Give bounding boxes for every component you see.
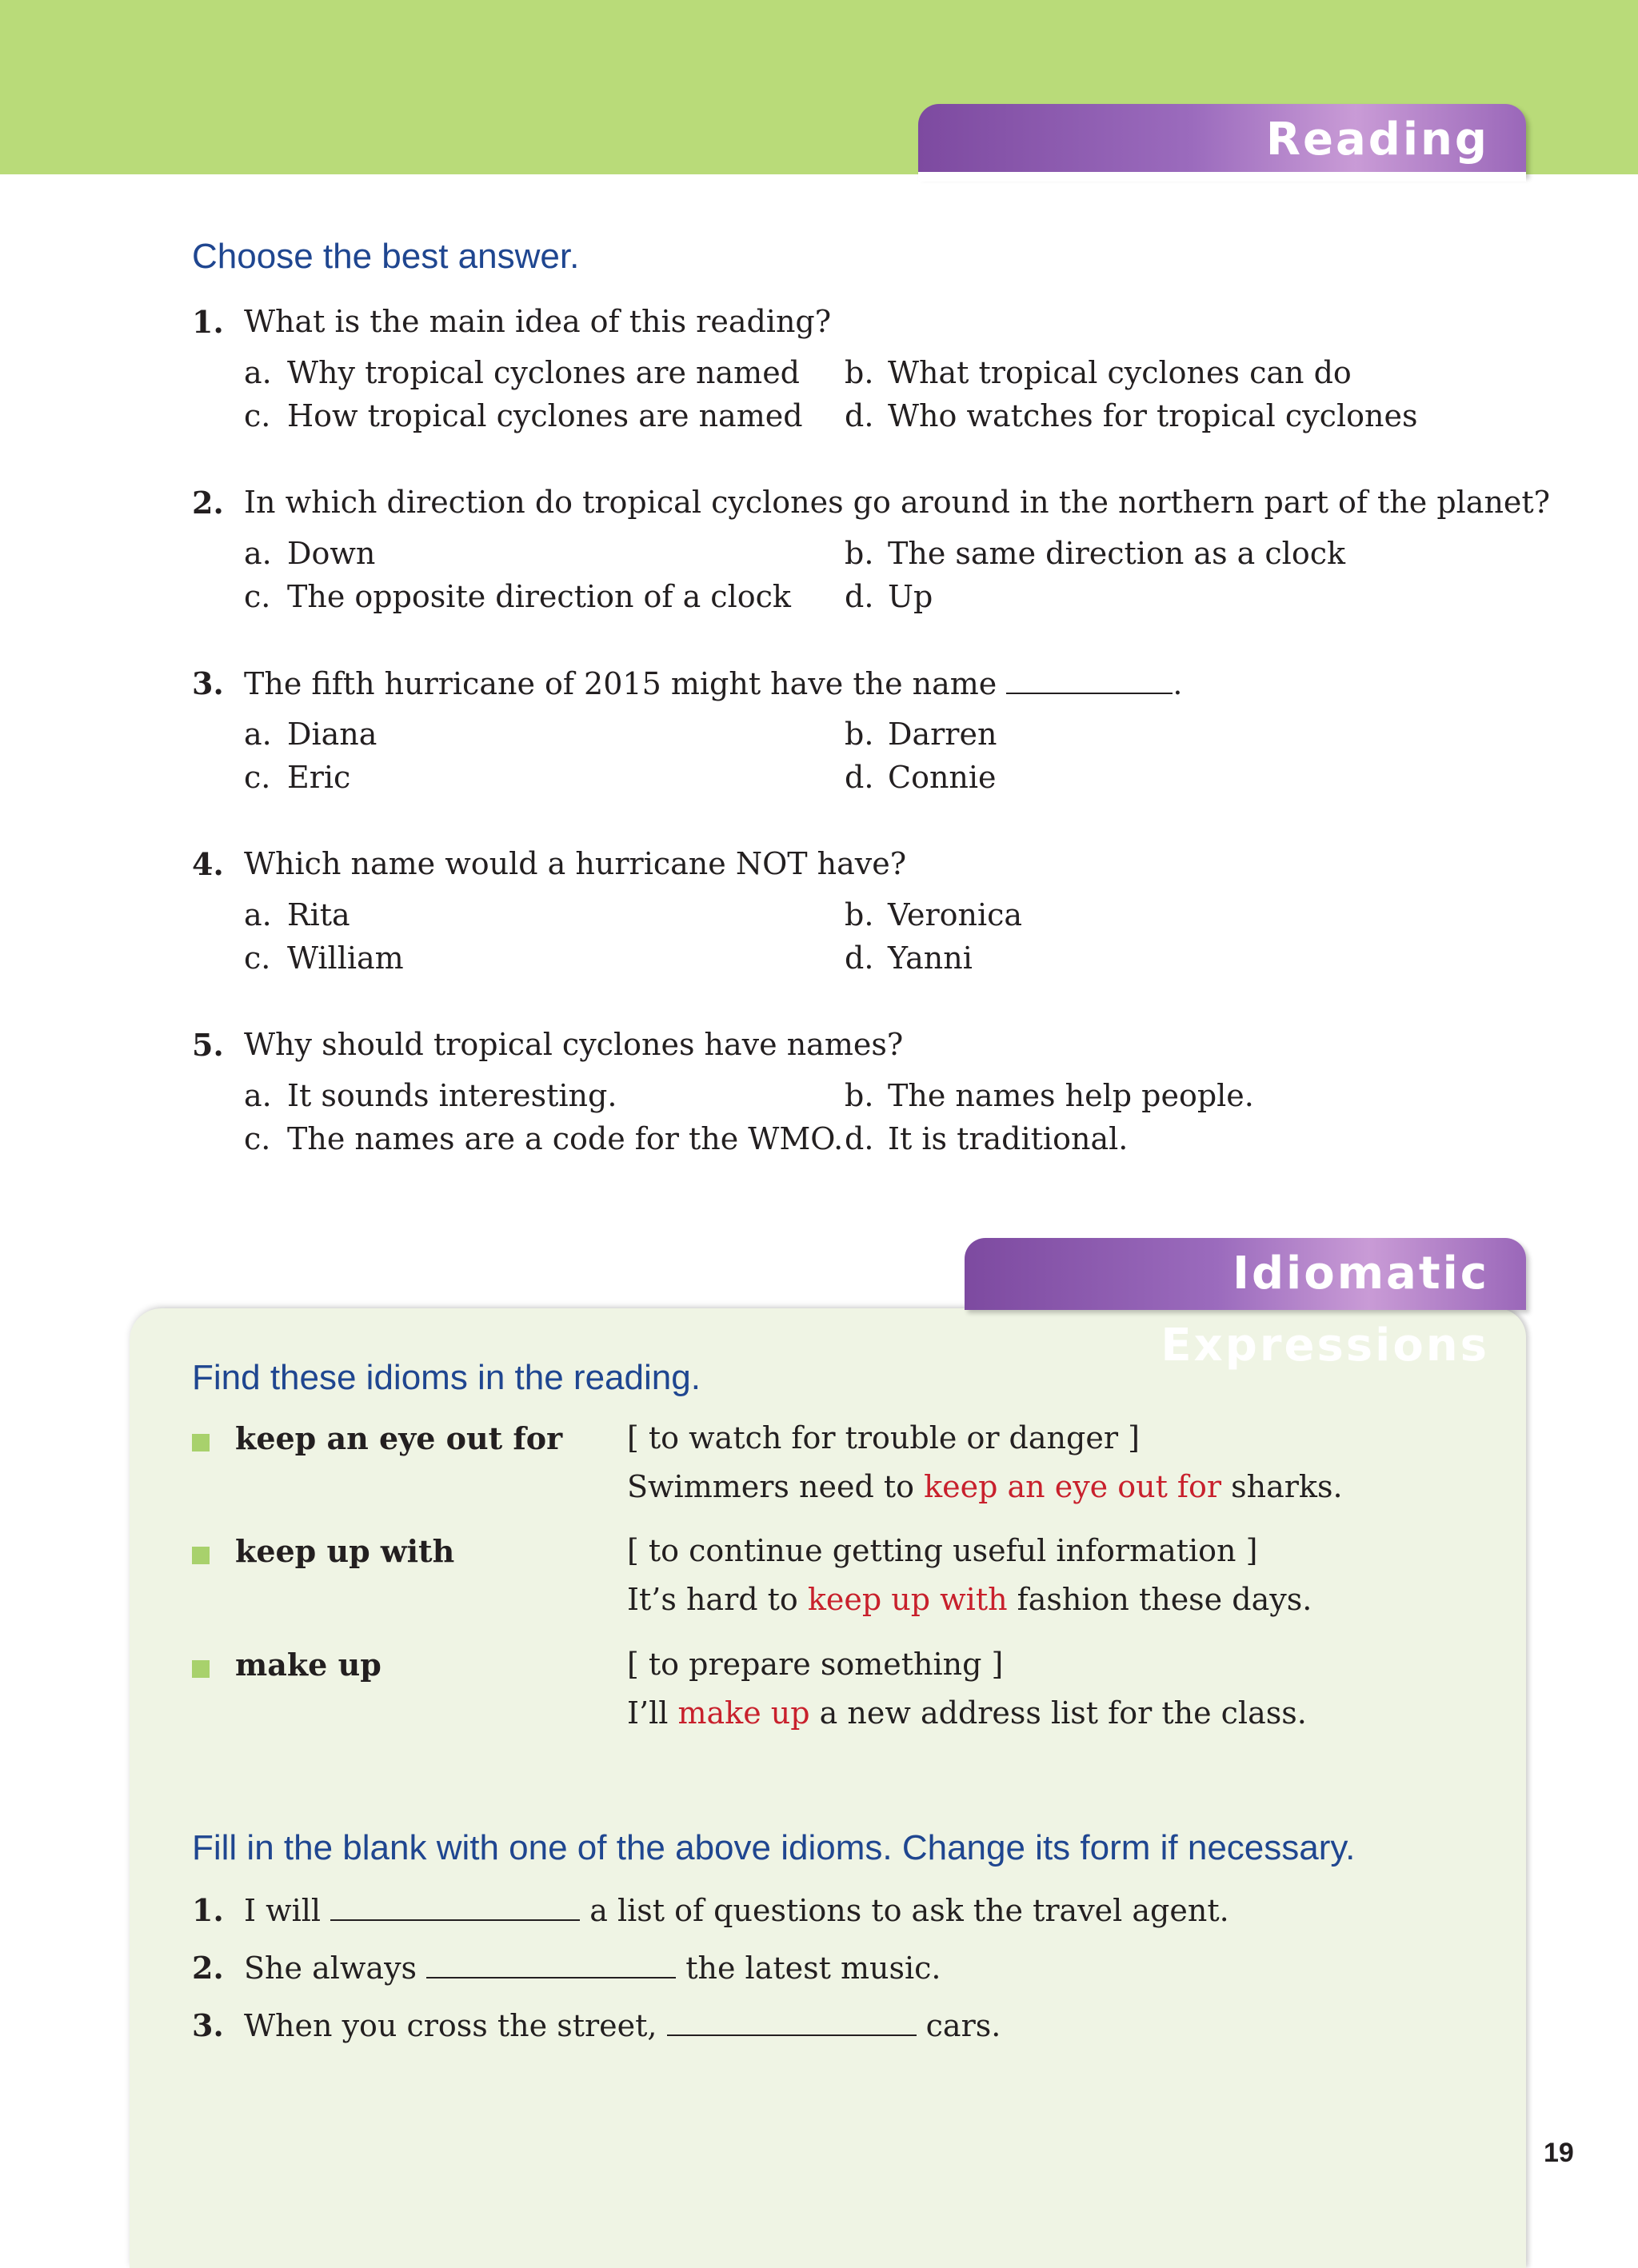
option-text: What tropical cyclones can do	[888, 355, 1352, 390]
option-d[interactable]	[845, 940, 973, 976]
option-b[interactable]	[845, 355, 1352, 390]
option-c[interactable]	[244, 760, 350, 795]
idiom-definition: [ to continue getting useful information ]	[627, 1533, 1258, 1568]
example-text: fashion these days.	[1007, 1582, 1312, 1617]
idiom-example	[627, 1469, 1343, 1504]
option-b[interactable]	[845, 536, 1345, 571]
option-letter: a.	[244, 1078, 272, 1113]
idioms-instruction: Find these idioms in the reading.	[192, 1358, 701, 1397]
example-idiom: keep an eye out for	[924, 1469, 1222, 1504]
option-text: It sounds interesting.	[287, 1078, 617, 1113]
option-d[interactable]	[845, 579, 933, 614]
option-letter: c.	[244, 398, 271, 433]
fill-sentence	[244, 1950, 941, 1986]
fill-sentence	[244, 2007, 1001, 2043]
option-letter: a.	[244, 897, 272, 932]
option-d[interactable]	[845, 760, 997, 795]
fill-before: I will	[244, 1893, 322, 1928]
option-text: The same direction as a clock	[888, 536, 1346, 571]
option-letter: d.	[845, 760, 874, 795]
example-text: It’s hard to	[627, 1582, 808, 1617]
fill-blank[interactable]	[426, 1950, 676, 1979]
option-letter: d.	[845, 398, 874, 433]
answer-blank[interactable]	[1006, 665, 1173, 694]
idiom-example	[627, 1695, 1307, 1731]
example-idiom: make up	[677, 1695, 810, 1731]
question-text: The fifth hurricane of 2015 might have the name	[244, 666, 997, 701]
option-text: Rita	[287, 897, 350, 932]
option-letter: b.	[845, 355, 874, 390]
question-number: 2.	[192, 485, 224, 521]
option-b[interactable]	[845, 897, 1022, 932]
option-letter: c.	[244, 760, 271, 795]
option-text: Why tropical cyclones are named	[287, 355, 801, 390]
option-letter: d.	[845, 579, 874, 614]
option-letter: a.	[244, 717, 272, 752]
option-a[interactable]	[244, 717, 377, 752]
option-text: The names are a code for the WMO.	[287, 1121, 844, 1156]
option-text: Yanni	[888, 940, 973, 976]
example-text: Swimmers need to	[627, 1469, 925, 1504]
option-a[interactable]	[244, 897, 350, 932]
option-text: Who watches for tropical cyclones	[888, 398, 1418, 433]
fill-after: the latest music.	[685, 1951, 941, 1986]
option-text: Veronica	[888, 897, 1023, 932]
idiomatic-expressions-tab: Idiomatic Expressions	[965, 1238, 1526, 1310]
option-b[interactable]	[845, 1078, 1254, 1113]
square-bullet-icon	[192, 1547, 210, 1564]
option-letter: d.	[845, 940, 874, 976]
idiom-term: keep up with	[235, 1533, 455, 1569]
question-text: What is the main idea of this reading?	[244, 304, 832, 339]
option-text: How tropical cyclones are named	[287, 398, 803, 433]
question-text: In which direction do tropical cyclones go around in the northern part of the planet?	[244, 485, 1551, 520]
rc-instruction: Choose the best answer.	[192, 237, 580, 276]
option-a[interactable]	[244, 355, 800, 390]
page-number: 19	[1544, 2138, 1574, 2168]
option-text: Eric	[287, 760, 351, 795]
option-text: Down	[287, 536, 376, 571]
option-text: The opposite direction of a clock	[287, 579, 791, 614]
option-text: Connie	[888, 760, 997, 795]
option-letter: b.	[845, 897, 874, 932]
question-text: Which name would a hurricane NOT have?	[244, 846, 907, 881]
option-letter: c.	[244, 579, 271, 614]
reading-comprehension-tab: Reading Comprehension	[918, 104, 1526, 176]
question-number: 3.	[192, 665, 224, 701]
example-text: sharks.	[1221, 1469, 1343, 1504]
idiom-example	[627, 1582, 1312, 1617]
option-letter: c.	[244, 940, 271, 976]
option-letter: b.	[845, 536, 874, 571]
example-text: I’ll	[627, 1695, 678, 1731]
option-c[interactable]	[244, 398, 803, 433]
option-letter: b.	[845, 1078, 874, 1113]
example-text: a new address list for the class.	[809, 1695, 1307, 1731]
option-letter: a.	[244, 355, 272, 390]
option-text: Darren	[888, 717, 997, 752]
idiom-definition: [ to prepare something ]	[627, 1647, 1004, 1682]
option-text: Diana	[287, 717, 378, 752]
option-text: It is traditional.	[888, 1121, 1129, 1156]
question-number: 5.	[192, 1027, 224, 1063]
question-text: Why should tropical cyclones have names?	[244, 1027, 904, 1062]
option-a[interactable]	[244, 1078, 617, 1113]
square-bullet-icon	[192, 1660, 210, 1678]
question-number: 1.	[192, 304, 224, 340]
fill-instruction: Fill in the blank with one of the above idioms. Change its form if necessary.	[192, 1828, 1356, 1867]
option-c[interactable]	[244, 940, 404, 976]
option-text: The names help people.	[888, 1078, 1254, 1113]
option-letter: a.	[244, 536, 272, 571]
fill-before: She always	[244, 1951, 417, 1986]
fill-blank[interactable]	[330, 1892, 580, 1921]
idiom-definition: [ to watch for trouble or danger ]	[627, 1420, 1140, 1455]
option-letter: b.	[845, 717, 874, 752]
option-d[interactable]	[845, 398, 1417, 433]
option-letter: c.	[244, 1121, 271, 1156]
idiom-term: keep an eye out for	[235, 1420, 563, 1456]
question-number: 4.	[192, 846, 224, 882]
fill-blank[interactable]	[667, 2007, 917, 2036]
idiom-term: make up	[235, 1647, 382, 1683]
option-c[interactable]	[244, 579, 791, 614]
option-letter: d.	[845, 1121, 874, 1156]
option-d[interactable]	[845, 1121, 1128, 1156]
option-text: William	[287, 940, 404, 976]
fill-sentence	[244, 1892, 1229, 1928]
fill-number: 2.	[192, 1950, 224, 1986]
tab-underlay	[918, 172, 1526, 182]
example-idiom: keep up with	[807, 1582, 1008, 1617]
fill-number: 1.	[192, 1892, 224, 1928]
option-a[interactable]	[244, 536, 375, 571]
question-suffix: .	[1173, 666, 1183, 701]
option-text: Up	[888, 579, 933, 614]
fill-after: a list of questions to ask the travel agent.	[589, 1893, 1229, 1928]
option-b[interactable]	[845, 717, 997, 752]
fill-after: cars.	[925, 2008, 1001, 2043]
fill-number: 3.	[192, 2007, 224, 2043]
fill-before: When you cross the street,	[244, 2008, 657, 2043]
question-text-with-blank	[244, 665, 1183, 701]
square-bullet-icon	[192, 1434, 210, 1451]
option-c[interactable]	[244, 1121, 843, 1156]
